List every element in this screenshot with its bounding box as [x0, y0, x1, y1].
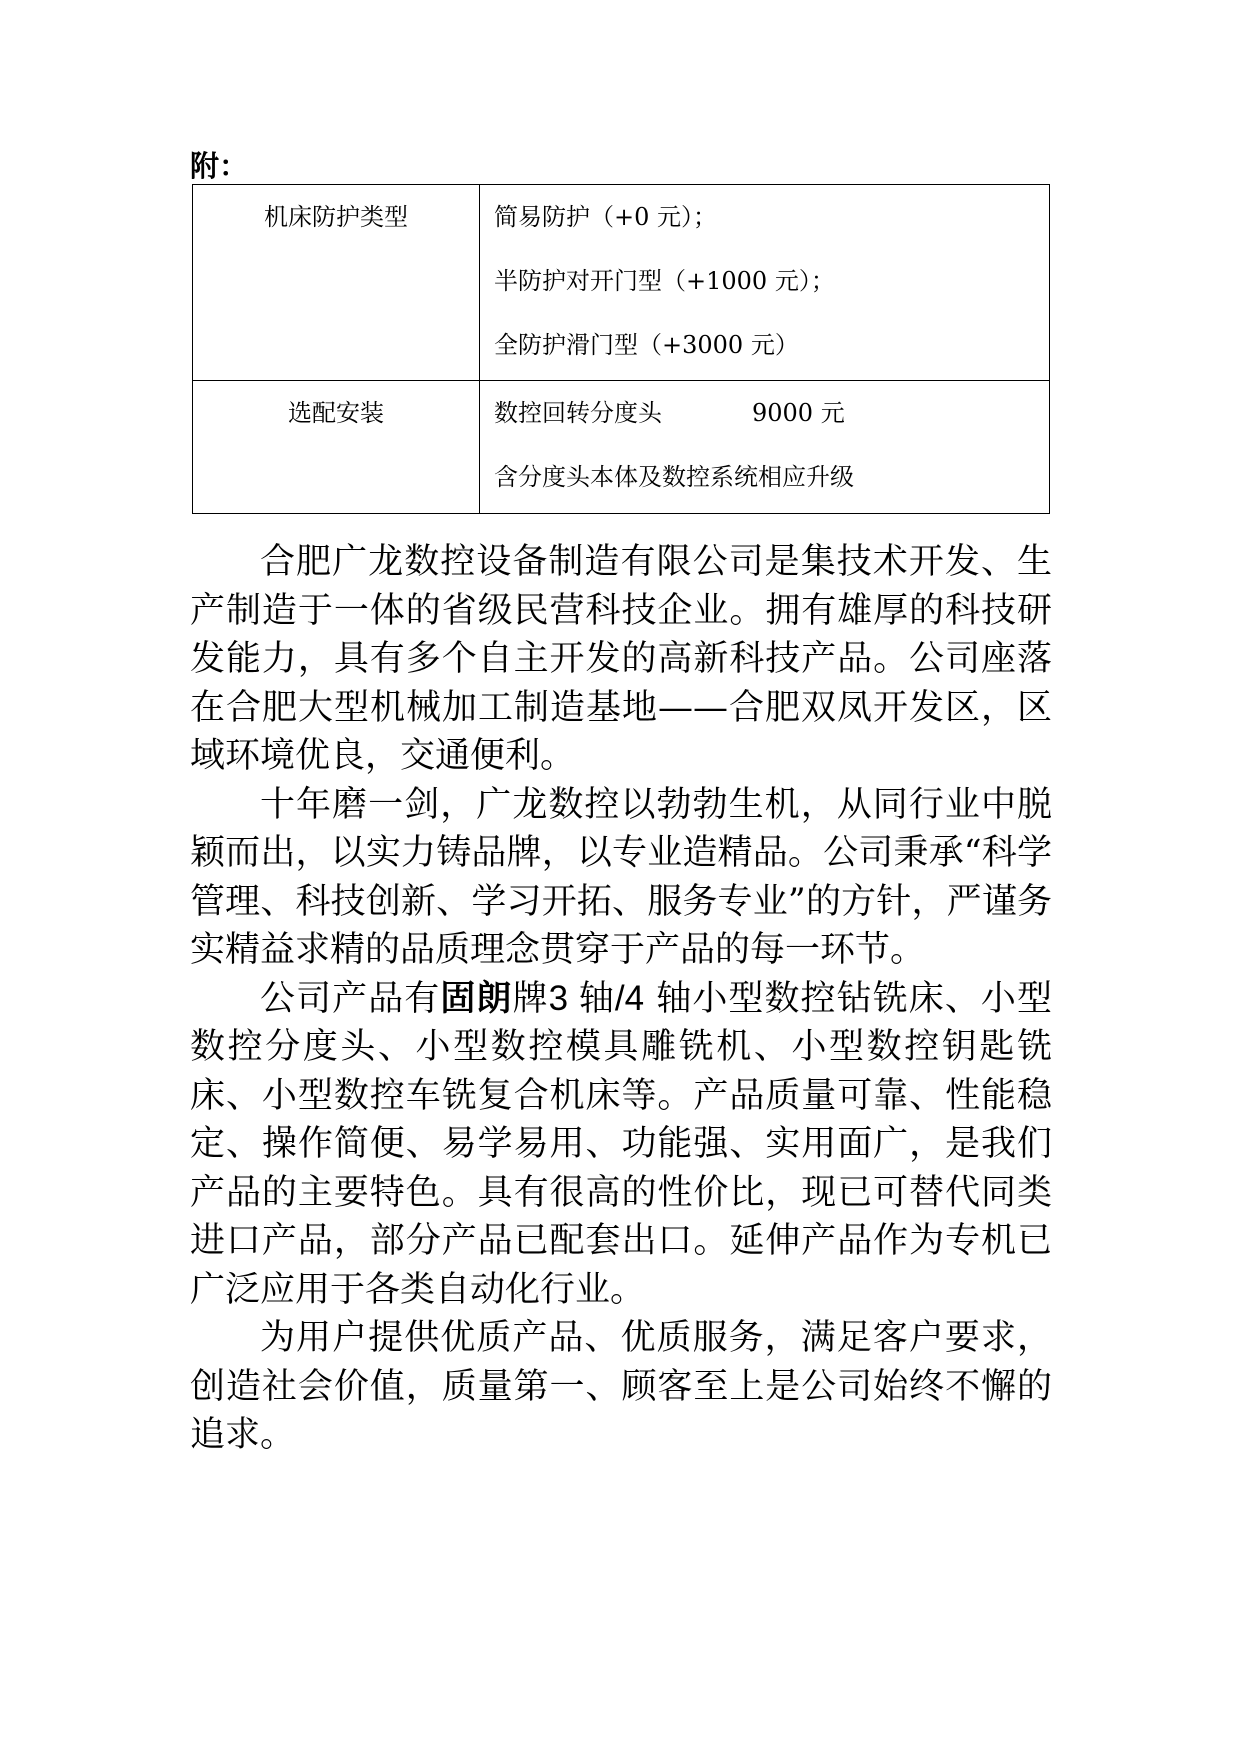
option-item-price: 9000 元	[752, 399, 845, 427]
paragraph-products	[190, 975, 1052, 1315]
optional-install-label: 选配安装	[288, 399, 384, 427]
table-row	[193, 381, 1050, 514]
paragraph-history: 十年磨一剑，广龙数控以勃勃生机，从同行业中脱颖而出，以实力铸品牌，以专业造精品。公司秉承“科学管理、科技创新、学习开拓、服务专业”的方针，严谨务实精益求精的品质理念贯穿于产品的每一环节。	[190, 784, 1052, 970]
table-value-cell	[480, 185, 1050, 381]
section-heading: 附：	[190, 149, 249, 183]
table-value-cell	[480, 381, 1050, 514]
option-item-name: 数控回转分度头	[494, 399, 662, 427]
paragraph-intro: 合肥广龙数控设备制造有限公司是集技术开发、生产制造于一体的省级民营科技企业。拥有雄厚的科技研发能力，具有多个自主开发的高新科技产品。公司座落在合肥大型机械加工制造基地——合肥双凤开发区，区域环境优良，交通便利。	[190, 542, 1052, 776]
option-half-protection: 半防护对开门型（+1000 元）；	[494, 267, 835, 295]
table-row	[193, 185, 1050, 381]
axis-spec: 3 轴/4	[548, 978, 645, 1018]
paragraph-mission: 为用户提供优质产品、优质服务，满足客户要求，创造社会价值，质量第一、顾客至上是公司始终不懈的追求。	[190, 1318, 1052, 1455]
products-prefix: 公司产品有	[260, 978, 441, 1019]
option-item-line	[494, 381, 1049, 445]
table-label-cell	[193, 381, 480, 514]
products-rest: 轴小型数控钻铣床、小型数控分度头、小型数控模具雕铣机、小型数控钥匙铣床、小型数控车铣复合机床等。产品质量可靠、性能稳定、操作简便、易学易用、功能强、实用面广，是我们产品的主要特色。具有很高的性价比，现已可替代同类进口产品，部分产品已配套出口。延伸产品作为专机已广泛应用于各类自动化行业。	[190, 978, 1052, 1310]
option-full-protection: 全防护滑门型（+3000 元）	[494, 331, 799, 359]
company-description	[190, 538, 1052, 1460]
products-mid: 牌	[512, 978, 549, 1019]
brand-name: 固朗	[440, 978, 513, 1019]
table-label-cell	[193, 185, 480, 381]
option-item-note: 含分度头本体及数控系统相应升级	[494, 463, 854, 491]
options-table	[192, 184, 1050, 514]
option-simple-protection: 简易防护（+0 元）；	[494, 203, 718, 231]
protection-type-label: 机床防护类型	[264, 203, 408, 231]
